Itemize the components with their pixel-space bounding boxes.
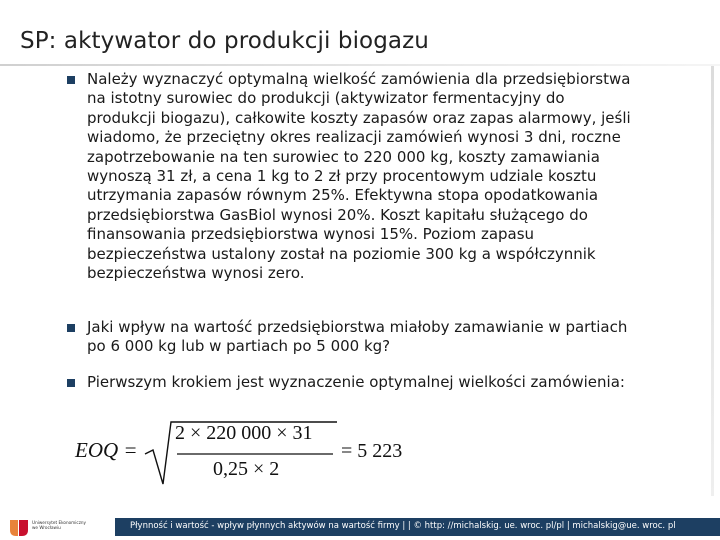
bullet-text: Pierwszym krokiem jest wyznaczenie optymalnej wielkości zamówienia: [87,373,625,391]
logo-text: Uniwersytet Ekonomiczny we Wrocławiu [32,520,87,530]
formula-denominator: 0,25 × 2 [213,458,280,480]
formula-result: = 5 223 [341,440,403,462]
bullet-square-icon [67,76,75,84]
bullet-text: Jaki wpływ na wartość przedsiębiorstwa miałoby zamawianie w partiach po 6 000 kg lub w partiach po 5 000 kg? [87,318,628,356]
bullet-square-icon [67,379,75,387]
right-edge-divider [711,66,714,496]
bullet-item [67,318,627,357]
university-logo-icon [8,518,30,538]
bullet-square-icon [67,324,75,332]
bullet-item [67,373,625,392]
university-logo [8,518,108,538]
formula-numerator: 2 × 220 000 × 31 [175,422,313,444]
footer-text: Płynność i wartość - wpływ płynnych aktywów na wartość firmy | | © http: //michalskig. ue. wroc. pl/pl | michalskig@ue. wroc. pl [130,521,676,531]
formula-lhs: EOQ = [75,438,138,462]
slide-title: SP: aktywator do produkcji biogazu [20,28,429,54]
eoq-formula [75,418,435,490]
bullet-text: Należy wyznaczyć optymalną wielkość zamówienia dla przedsiębiorstwa na istotny surowiec do produkcji (aktywizator fermentacyjny do produkcji biogazu), całkowite koszty zapasów oraz zapas alarmowy, jeśli wiadomo, że przeciętny okres realizacji zamówień wynosi 3 dni, roczne zapotrzebowanie na ten surowiec to 220 000 kg, koszty zamawiania wynoszą 31 zł, a cena 1 kg to 2 zł przy procentowym udziale kosztu utrzymania zapasów równym 25%. Efektywna stopa opodatkowania przedsiębiorstwa GasBiol wynosi 20%. Koszt kapitału służącego do finansowania przedsiębiorstwa wynosi 15%. Poziom zapasu bezpieczeństwa ustalony został na poziomie 300 kg a współczynnik bezpieczeństwa wynosi zero. [87,70,631,283]
bullet-item [67,70,631,283]
title-divider [0,64,720,66]
